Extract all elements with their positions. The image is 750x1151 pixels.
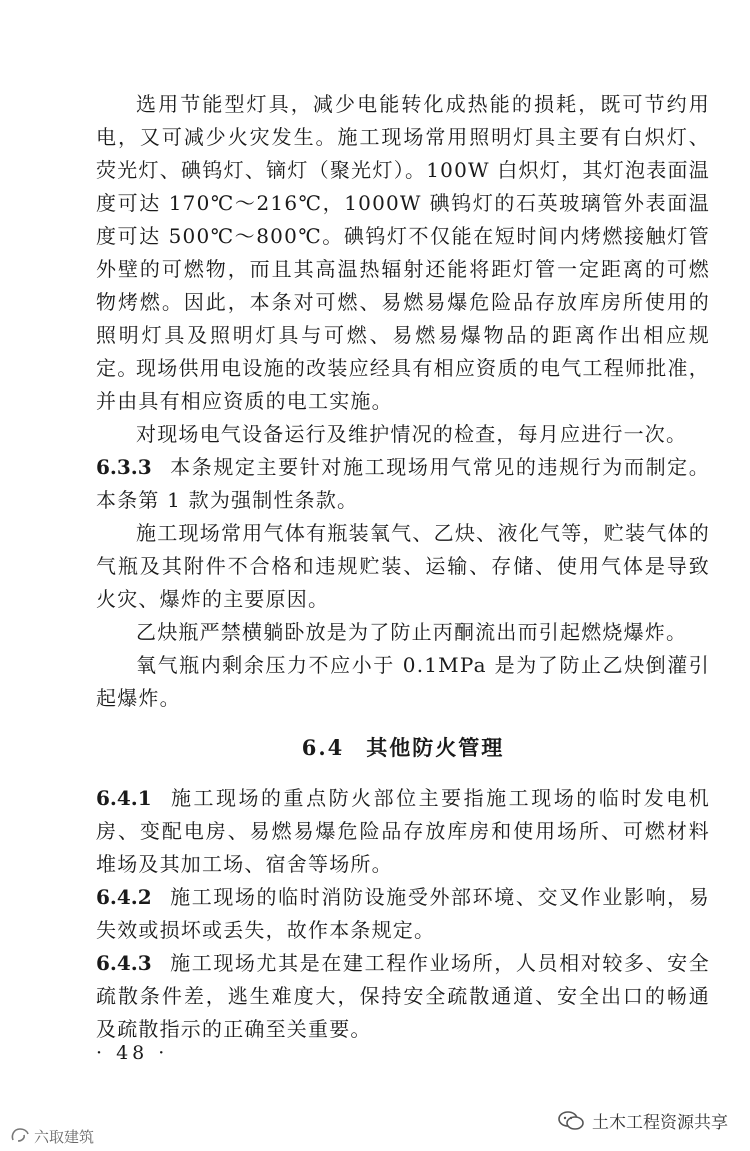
clause-6-4-2	[96, 881, 710, 947]
clause-6-4-3	[96, 947, 710, 1046]
watermark-left	[10, 1126, 94, 1147]
clause-number: 6.4.3	[96, 951, 152, 975]
watermark-wechat	[558, 1108, 728, 1133]
logo-icon	[10, 1127, 30, 1147]
watermark-left-text: 六取建筑	[34, 1128, 95, 1146]
paragraph-inspection: 对现场电气设备运行及维护情况的检查，每月应进行一次。	[136, 422, 688, 446]
clause-number: 6.4.1	[96, 786, 152, 810]
clause-number: 6.4.2	[96, 885, 152, 909]
paragraph-oxygen: 氧气瓶内剩余压力不应小于 0.1MPa 是为了防止乙炔倒灌引起爆炸。	[96, 653, 710, 710]
paragraph-lighting: 选用节能型灯具，减少电能转化成热能的损耗，既可节约用电，又可减少火灾发生。施工现场常用照明灯具主要有白炽灯、荧光灯、碘钨灯、镝灯（聚光灯）。100W 白炽灯，其灯泡表面温度可达 170℃～216℃，1000W 碘钨灯的石英玻璃管外表面温度可达 500℃～800℃。碘钨灯不仅能在短时间内烤燃接触灯管外壁的可燃物，而且其高温热辐射还能将距灯管一定距离的可燃物烤燃。因此，本条对可燃、易燃易爆危险品存放库房所使用的照明灯具及照明灯具与可燃、易燃易爆物品的距离作出相应规定。	[96, 92, 710, 380]
clause-text: 本条规定主要针对施工现场用气常见的违规行为而制定。本条第 1 款为强制性条款。	[96, 455, 710, 512]
clause-number: 6.3.3	[96, 455, 152, 479]
page-number: · 48 ·	[96, 1042, 169, 1064]
paragraph-power-modification: 现场供用电设施的改装应经具有相应资质的电气工程师批准，并由具有相应资质的电工实施。	[96, 356, 710, 413]
clause-text: 施工现场的临时消防设施受外部环境、交叉作业影响，易失效或损坏或丢失，故作本条规定。	[96, 885, 710, 942]
paragraph-acetylene: 乙炔瓶严禁横躺卧放是为了防止丙酮流出而引起燃烧爆炸。	[136, 620, 688, 644]
watermark-right-text: 土木工程资源共享	[592, 1113, 728, 1133]
clause-6-3-3	[96, 451, 710, 517]
section-heading	[96, 732, 710, 762]
section-title-text: 其他防火管理	[366, 735, 505, 760]
paragraph-gas-types: 施工现场常用气体有瓶装氧气、乙炔、液化气等，贮装气体的气瓶及其附件不合格和违规贮装、运输、存储、使用气体是导致火灾、爆炸的主要原因。	[96, 521, 710, 611]
section-number: 6.4	[301, 735, 345, 760]
clause-text: 施工现场尤其是在建工程作业场所，人员相对较多、安全疏散条件差，逃生难度大，保持安全疏散通道、安全出口的畅通及疏散指示的正确至关重要。	[96, 951, 710, 1041]
clause-text: 施工现场的重点防火部位主要指施工现场的临时发电机房、变配电房、易燃易爆危险品存放库房和使用场所、可燃材料堆场及其加工场、宿舍等场所。	[96, 786, 710, 876]
wechat-icon	[558, 1111, 584, 1131]
clause-6-4-1	[96, 782, 710, 881]
